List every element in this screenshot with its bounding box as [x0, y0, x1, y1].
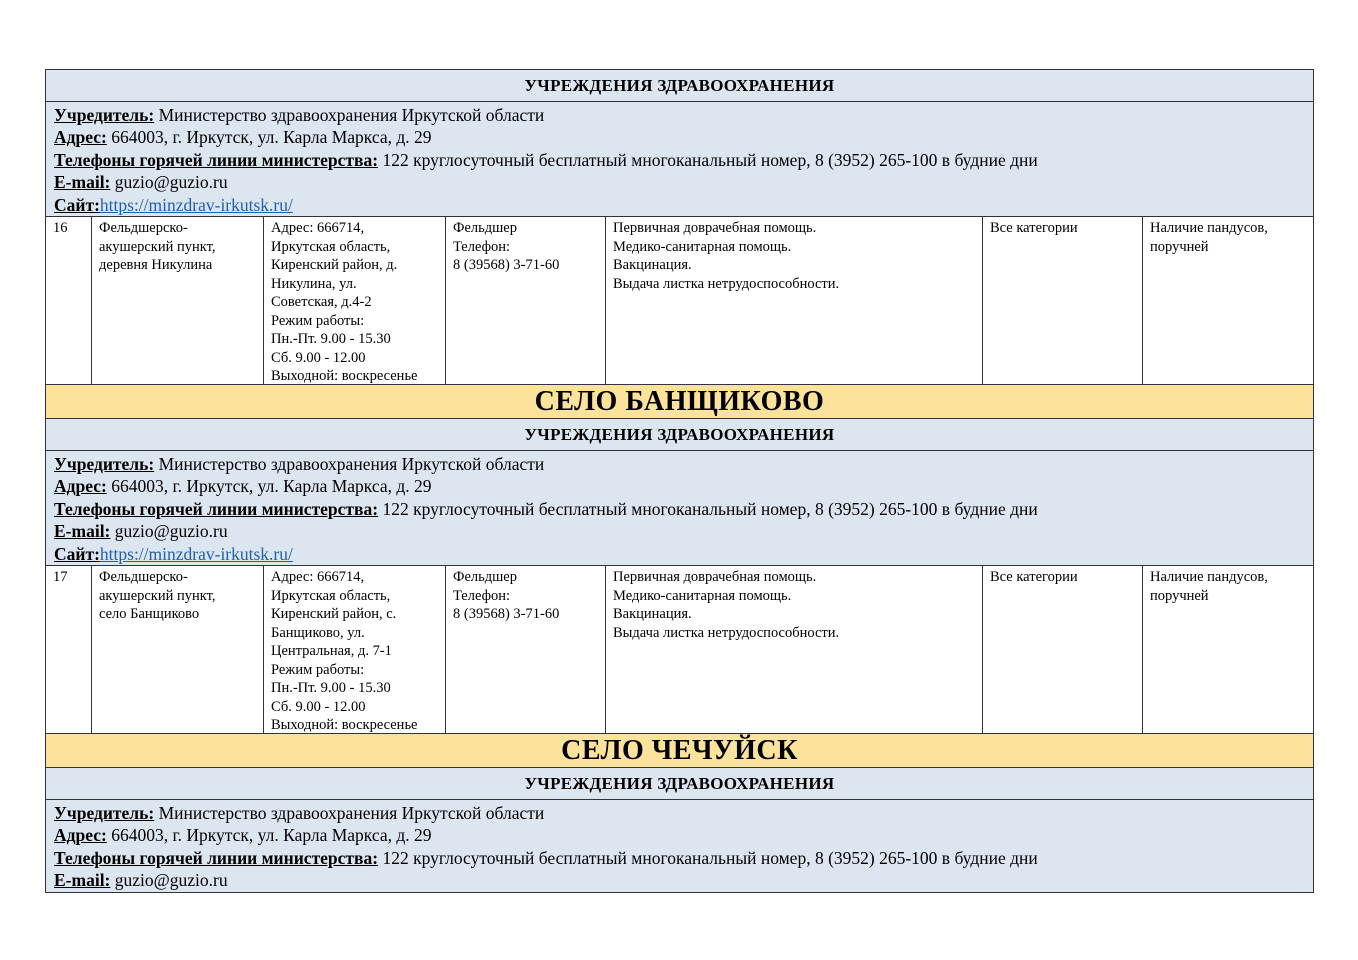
entry-categories: Все категории	[983, 566, 1143, 733]
entry-number: 16	[46, 217, 92, 384]
email-value: guzio@guzio.ru	[110, 870, 228, 891]
phones-value: 122 круглосуточный бесплатный многоканальный номер, 8 (3952) 265-100 в будние дни	[378, 498, 1038, 519]
header-text: УЧРЕЖДЕНИЯ ЗДРАВООХРАНЕНИЯ	[524, 773, 835, 793]
site-line	[54, 194, 1305, 216]
founder-value: Министерство здравоохранения Иркутской области	[154, 105, 545, 125]
institutions-header	[45, 69, 1314, 101]
email-value: guzio@guzio.ru	[110, 521, 228, 542]
phones-label: Телефоны горячей линии министерства:	[54, 149, 379, 170]
entry-accessibility: Наличие пандусов, поручней	[1150, 220, 1268, 255]
email-line	[54, 171, 1305, 193]
entry-name: Фельдшерско- акушерский пункт, деревня Никулина	[92, 217, 264, 384]
email-line	[54, 869, 1305, 891]
founder-label: Учредитель:	[54, 105, 155, 125]
site-link[interactable]: https://minzdrav-irkutsk.ru/	[99, 543, 293, 564]
address-label: Адрес:	[54, 127, 107, 148]
section-title	[45, 384, 1314, 418]
entry-services: Первичная доврачебная помощь. Медико-санитарная помощь. Вакцинация. Выдача листка нетрудоспособности.	[606, 217, 983, 384]
entry-categories: Все категории	[983, 217, 1143, 384]
email-line	[54, 520, 1305, 542]
document-table	[45, 69, 1314, 893]
table-row	[45, 216, 1314, 384]
address-line	[54, 126, 1305, 148]
email-label: E-mail:	[54, 172, 111, 193]
founder-info-block	[45, 101, 1314, 216]
founder-label: Учредитель:	[54, 803, 155, 824]
section-title-text: СЕЛО БАНЩИКОВО	[534, 385, 825, 417]
address-line	[54, 475, 1305, 497]
institutions-header	[45, 418, 1314, 450]
phones-label: Телефоны горячей линии министерства:	[54, 498, 379, 519]
entry-services: Первичная доврачебная помощь. Медико-санитарная помощь. Вакцинация. Выдача листка нетрудоспособности.	[606, 566, 983, 733]
table-row	[45, 565, 1314, 733]
founder-info-block	[45, 450, 1314, 565]
site-label: Сайт:	[54, 194, 100, 215]
address-value: 664003, г. Иркутск, ул. Карла Маркса, д. 29	[106, 825, 432, 846]
founder-info-block	[45, 799, 1314, 893]
phones-value: 122 круглосуточный бесплатный многоканальный номер, 8 (3952) 265-100 в будние дни	[378, 149, 1038, 170]
entry-address: Адрес: 666714, Иркутская область, Киренский район, д. Никулина, ул. Советская, д.4-2 Режим работы: Пн.-Пт. 9.00 - 15.30 Сб. 9.00 - 12.00 Выходной: воскресенье	[264, 217, 446, 384]
section-title	[45, 733, 1314, 767]
address-line	[54, 824, 1305, 846]
section-title-text: СЕЛО ЧЕЧУЙСК	[561, 734, 798, 766]
address-value: 664003, г. Иркутск, ул. Карла Маркса, д. 29	[106, 127, 432, 148]
entry-address: Адрес: 666714, Иркутская область, Киренский район, с. Банщиково, ул. Центральная, д. 7-1 Режим работы: Пн.-Пт. 9.00 - 15.30 Сб. 9.00 - 12.00 Выходной: воскресенье	[264, 566, 446, 733]
entry-staff: Фельдшер Телефон: 8 (39568) 3-71-60	[446, 566, 606, 733]
header-text: УЧРЕЖДЕНИЯ ЗДРАВООХРАНЕНИЯ	[524, 424, 835, 444]
phones-line	[54, 847, 1305, 869]
founder-value: Министерство здравоохранения Иркутской области	[154, 803, 545, 824]
founder-label: Учредитель:	[54, 454, 155, 475]
site-line	[54, 543, 1305, 565]
founder-line	[54, 104, 1305, 126]
address-label: Адрес:	[54, 476, 107, 497]
address-value: 664003, г. Иркутск, ул. Карла Маркса, д. 29	[106, 476, 432, 497]
entry-number: 17	[46, 566, 92, 733]
institutions-header	[45, 767, 1314, 799]
founder-value: Министерство здравоохранения Иркутской области	[154, 454, 545, 475]
phones-line	[54, 149, 1305, 171]
phones-value: 122 круглосуточный бесплатный многоканальный номер, 8 (3952) 265-100 в будние дни	[378, 847, 1038, 868]
phones-label: Телефоны горячей линии министерства:	[54, 847, 379, 868]
phones-line	[54, 498, 1305, 520]
email-label: E-mail:	[54, 870, 111, 891]
email-value: guzio@guzio.ru	[110, 172, 228, 193]
entry-staff: Фельдшер Телефон: 8 (39568) 3-71-60	[446, 217, 606, 384]
founder-line	[54, 453, 1305, 475]
site-label: Сайт:	[54, 543, 100, 564]
entry-name: Фельдшерско- акушерский пункт, село Банщиково	[92, 566, 264, 733]
founder-line	[54, 802, 1305, 824]
email-label: E-mail:	[54, 521, 111, 542]
address-label: Адрес:	[54, 825, 107, 846]
site-link[interactable]: https://minzdrav-irkutsk.ru/	[99, 194, 293, 215]
header-text: УЧРЕЖДЕНИЯ ЗДРАВООХРАНЕНИЯ	[524, 75, 835, 95]
entry-accessibility: Наличие пандусов, поручней	[1150, 569, 1268, 604]
